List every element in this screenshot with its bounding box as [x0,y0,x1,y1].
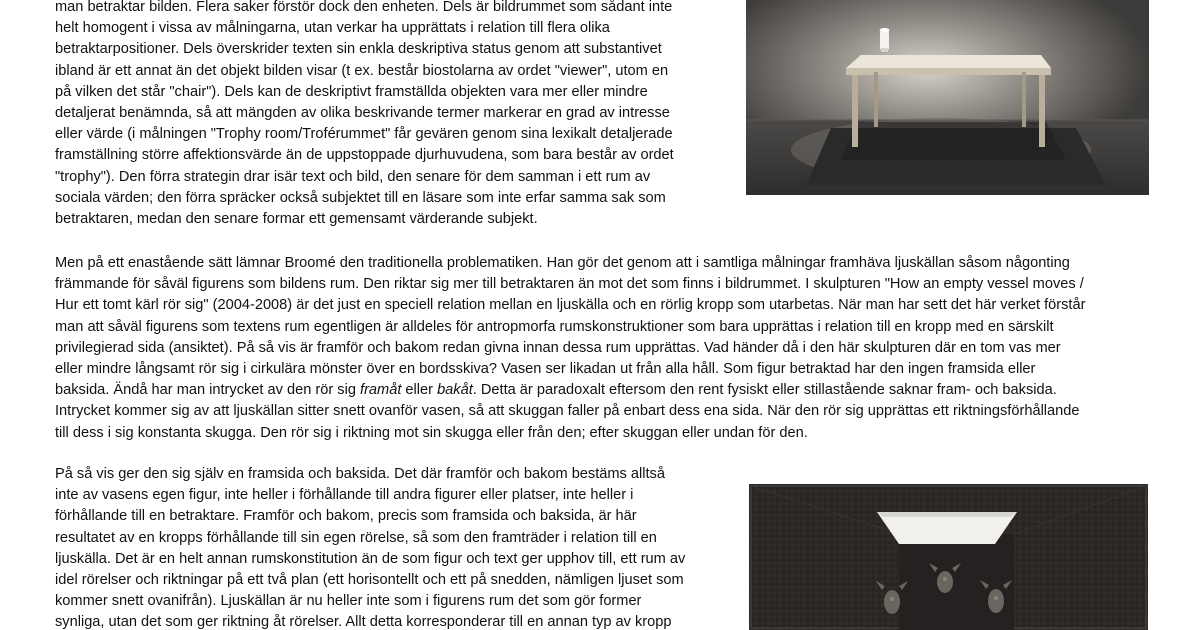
text-line: eller mindre långsamt rör sig i cirkulära mönster över en bordsskiva? Vasen ser likadan ut från alla håll. Som figur betraktad har den ingen framsida eller [55,361,1036,378]
text-run: . Detta är paradoxalt eftersom den rent fysiskt eller stillastående saknar fram- och baksida. [472,382,1057,399]
text-line: detaljerat benämnda, så att mängden av olika beskrivande termer markerar en grad av intresse [55,105,670,122]
paragraph-3 [55,464,735,630]
text-line: "trophy"). Den förra strategin drar isär text och bild, den senare för dem samman i ett rum av [55,168,651,185]
text-line: förhållande till en betraktare. Framför och bakom, precis som framsida och baksida, är här [55,508,637,525]
text-line: framställning större affektionsvärde än de uppstoppade djurhuvudena, som bara består av ordet [55,147,674,164]
text-line: till dess i sig konstanta skugga. Den rör sig i riktning mot sin skugga eller från den; efter skuggan eller undan för den. [55,424,808,441]
text-line: Hur ett tomt kärl rör sig" (2004-2008) är det just en speciell relation mellan en ljuskälla och en rörlig kropp som utarbetas. När man har sett det här verket förstår [55,297,1086,314]
text-line: resultatet av en kropps förhållande till sin egen rörelse, så som den framträder i relation till en [55,529,657,546]
table-with-vase-illustration [746,0,1149,195]
text-line: ljuskälla. Det är en helt annan rumskonstitution än de som figur och text ger upphov till, ett rum av [55,550,686,567]
text-run: eller [401,382,438,399]
emphasis-forward: framåt [360,382,402,399]
table-with-vase-image [746,0,1149,195]
paragraph-1 [55,0,725,230]
text-line: betraktarpositioner. Dels överskrider texten sin enkla deskriptiva status genom att substantivet [55,41,662,58]
text-line: Men på ett enastående sätt lämnar Broomé den traditionella problematiken. Han gör det genom att i samtliga målningar framhäva ljuskällan såsom någonting [55,255,1070,271]
trophy-room-illustration [749,484,1148,630]
text-line: Intrycket kommer sig av att ljuskällan sitter snett ovanför vasen, så att skuggan faller på enbart dess ena sida. När den rör sig upprättas ett riktningsförhållande [55,403,1080,420]
text-line: inte av vasens egen figur, inte heller i förhållande till andra figurer eller platser, inte heller i [55,487,634,504]
text-line: privilegierad sida (ansiktet). På så vis är framför och bakom redan givna innan dessa rum upprättas. Vad händer då i den här skulpturen där en tom vas mer [55,339,1061,356]
text-line: idel rörelser och riktningar på ett två plan (ett horisontellt och ett på snedden, nämligen ljuset som [55,572,684,589]
text-line: sociala värden; den förra spräcker också subjektet till en läsare som inte erfar samma sak som [55,189,666,206]
text-line: på vilken det står "chair"). Dels kan de deskriptivt framställda objekten vara mer eller mindre [55,83,648,100]
text-line: synliga, utan det som ger riktning åt rörelser. Allt detta korresponderar till en annan typ av kropp [55,614,672,630]
trophy-room-image [749,484,1148,630]
paragraph-2 [55,253,1155,444]
text-line: främmande för såväl figurens som bildens rum. Den riktar sig mer till betraktaren än mot det som finns i bildrummet. I skulpturen "How an empty vessel moves / [55,276,1084,293]
text-line: betraktaren, medan den senare formar ett gemensamt värderande subjekt. [55,211,538,228]
text-line: ibland är ett annat än det objekt bilden visar (t ex. består biostolarna av ordet "viewer", utom en [55,62,669,79]
text-line-with-emphasis [55,380,1155,401]
text-line: eller värde (i målningen "Trophy room/Troférummet" får gevären genom sina lexikalt detaljerade [55,126,673,143]
text-line: kommer snett ovanifrån). Ljuskällan är nu heller inte som i figurens rum det som gör former [55,593,642,610]
text-line: man betraktar bilden. Flera saker förstör dock den enheten. Dels är bildrummet som sådant inte [55,0,673,15]
text-line: På så vis ger den sig själv en framsida och baksida. Det där framför och bakom bestäms alltså [55,466,665,482]
text-run: baksida. Ändå har man intrycket av den rör sig [55,382,361,399]
text-line: man att såväl figurens som textens rum egentligen är alldeles för antropmorfa rumskonstruktioner som bara upprättas i relation till en kropp med en särskilt [55,318,1054,335]
emphasis-backward: bakåt [437,382,473,399]
text-line: helt homogent i vissa av målningarna, utan verkar ha upprättats i relation till flera olika [55,20,610,37]
